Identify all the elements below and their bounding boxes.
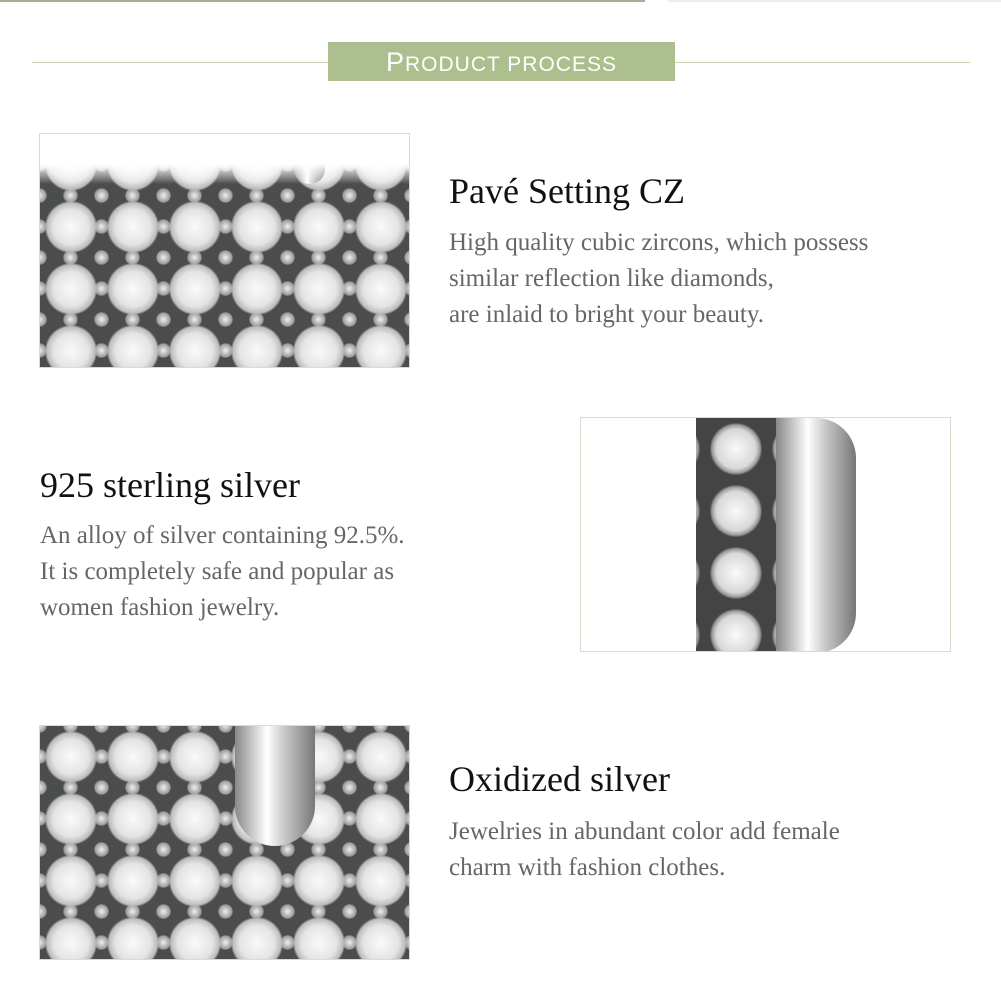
- section-title-oxidized: Oxidized silver: [449, 759, 670, 799]
- ring-band: [776, 418, 856, 652]
- section-banner: [328, 42, 675, 81]
- bail: [235, 725, 315, 846]
- desc-line: charm with fashion clothes.: [449, 854, 726, 881]
- section-desc-pave: [449, 225, 868, 333]
- desc-line: Jewelries in abundant color add female: [449, 818, 840, 845]
- desc-line: women fashion jewelry.: [40, 594, 280, 621]
- section-title-pave: Pavé Setting CZ: [449, 171, 685, 211]
- oxidized-silver-photo: [39, 725, 410, 960]
- desc-line: It is completely safe and popular as: [40, 558, 395, 585]
- desc-line: similar reflection like diamonds,: [449, 265, 774, 292]
- banner-title: RODUCT PROCESS: [405, 53, 617, 76]
- desc-line: High quality cubic zircons, which possess: [449, 229, 869, 256]
- banner-initial: P: [386, 47, 406, 77]
- pave-setting-photo: [39, 133, 410, 368]
- top-border-right: [668, 0, 1001, 2]
- sterling-silver-photo: [580, 417, 951, 652]
- top-border: [0, 0, 645, 2]
- section-desc-oxidized: [449, 814, 840, 886]
- desc-line: are inlaid to bright your beauty.: [449, 301, 764, 328]
- section-desc-silver: [40, 518, 405, 626]
- desc-line: An alloy of silver containing 92.5%.: [40, 522, 405, 549]
- divider-left: [32, 62, 328, 63]
- photo-highlight: [40, 134, 410, 184]
- pave-band: [696, 418, 776, 652]
- section-title-silver: 925 sterling silver: [40, 465, 300, 505]
- divider-right: [675, 62, 970, 63]
